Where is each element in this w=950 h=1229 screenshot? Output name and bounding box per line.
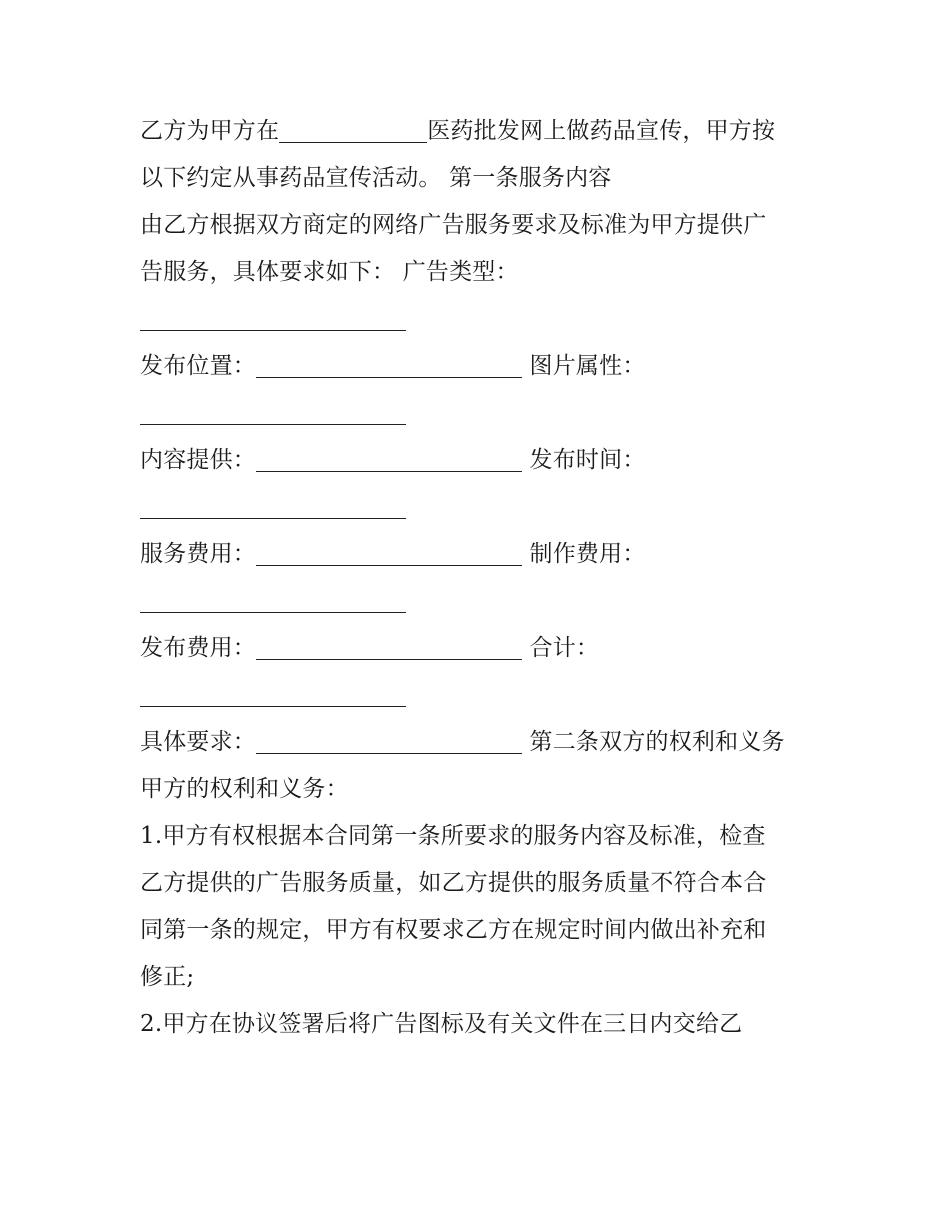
publish-time-blank-row (140, 484, 820, 531)
blank-field-publish-fee[interactable] (256, 636, 522, 660)
blank-field-total[interactable] (140, 672, 406, 707)
clause-1-line-3: 同第一条的规定，甲方有权要求乙方在规定时间内做出补充和 (140, 917, 767, 943)
field-row-content-provider (140, 437, 820, 484)
blank-field-ad-type[interactable] (140, 296, 406, 331)
section-heading: 甲方的权利和义务： (140, 776, 349, 802)
paragraph-line-3: 由乙方根据双方商定的网络广告服务要求及标准为甲方提供广 (140, 212, 767, 238)
blank-field-production-fee[interactable] (140, 578, 406, 613)
text-segment: 乙方为甲方在 (140, 118, 280, 144)
text-segment: 医药批发网上做药品宣传，甲方按 (427, 118, 776, 144)
blank-field-content-provider[interactable] (256, 448, 522, 472)
contract-body (140, 108, 820, 1048)
ad-type-blank-row (140, 296, 820, 343)
field-label: 发布费用： (140, 635, 256, 661)
field-label: 发布位置： (140, 353, 256, 379)
field-label: 具体要求： (140, 729, 256, 755)
blank-field-service-fee[interactable] (256, 542, 522, 566)
field-label: 合计： (529, 635, 600, 661)
field-label: 发布时间： (529, 447, 646, 473)
field-row-publish-position (140, 343, 820, 390)
field-row-publish-fee (140, 625, 820, 672)
paragraph-line-4: 告服务，具体要求如下： 广告类型： (140, 259, 519, 285)
blank-field-website[interactable] (279, 119, 427, 143)
image-attr-blank-row (140, 390, 820, 437)
field-row-service-fee (140, 531, 820, 578)
clause-1-line-1: 1.甲方有权根据本合同第一条所要求的服务内容及标准，检查 (140, 823, 766, 849)
clause-1-line-4: 修正; (140, 964, 195, 990)
production-fee-blank-row (140, 578, 820, 625)
paragraph-line-1 (140, 108, 820, 155)
blank-field-image-attributes[interactable] (140, 390, 406, 425)
field-label: 制作费用： (529, 541, 646, 567)
section-title: 第二条双方的权利和义务 (529, 729, 785, 755)
clause-1-line-2: 乙方提供的广告服务质量，如乙方提供的服务质量不符合本合 (140, 870, 767, 896)
field-row-requirements (140, 719, 820, 766)
total-blank-row (140, 672, 820, 719)
field-label: 服务费用： (140, 541, 256, 567)
paragraph-line-2: 以下约定从事药品宣传活动。 第一条服务内容 (140, 165, 612, 191)
field-label: 内容提供： (140, 447, 256, 473)
blank-field-requirements[interactable] (256, 730, 522, 754)
field-label: 图片属性： (529, 353, 646, 379)
blank-field-publish-time[interactable] (140, 484, 406, 519)
clause-2-line-1: 2.甲方在协议签署后将广告图标及有关文件在三日内交给乙 (140, 1011, 743, 1037)
blank-field-publish-position[interactable] (256, 354, 522, 378)
